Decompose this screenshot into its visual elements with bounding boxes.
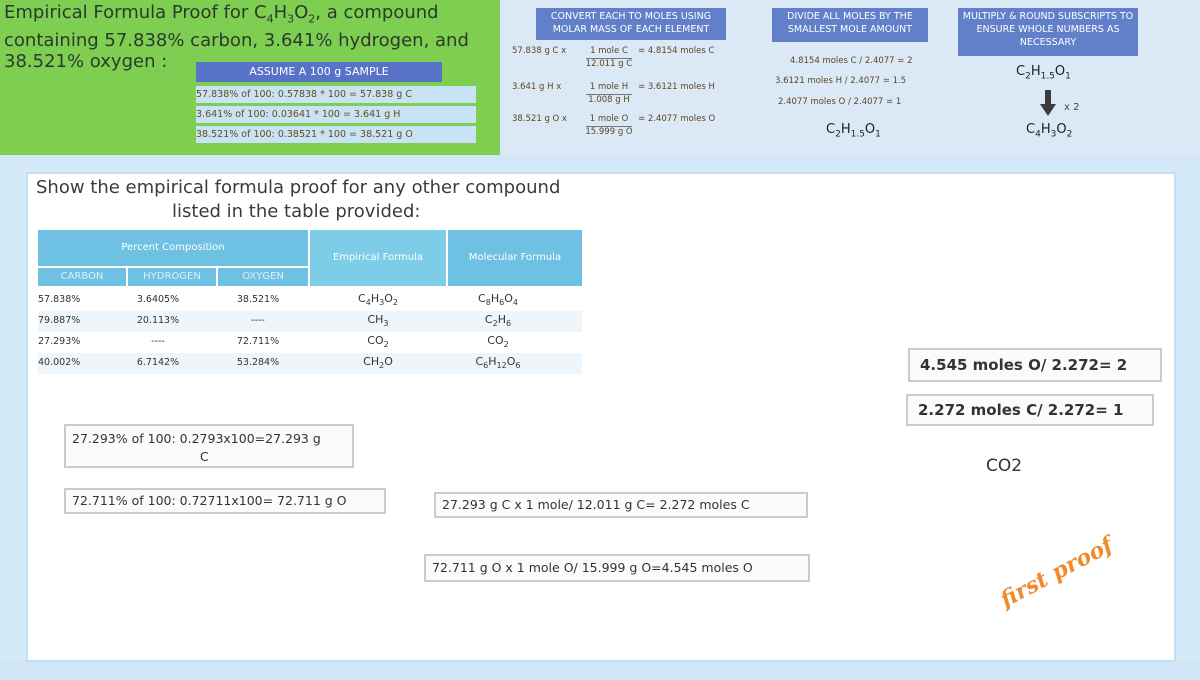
- cell-molecular: $C_2H_6$: [484, 313, 512, 329]
- step1-row-c-result: = 4.8154 moles C: [638, 46, 715, 56]
- cell-empirical: $CH_3$: [367, 313, 389, 329]
- step2-row-c: 4.8154 moles C / 2.4077 = 2: [790, 56, 913, 66]
- step1-label: CONVERT EACH TO MOLES USING MOLAR MASS OF EACH ELEMENT: [536, 8, 726, 40]
- step1-calculations: [510, 44, 750, 152]
- step1-row-h-den: 1.008 g H: [588, 95, 630, 105]
- down-arrow-icon: [1040, 90, 1056, 120]
- cell-oxygen: 72.711%: [236, 336, 280, 347]
- header-percent-composition: Percent Composition: [38, 230, 308, 266]
- table-row: [38, 311, 582, 332]
- instructions: [36, 176, 576, 224]
- carbon-ratio-box[interactable]: 2.272 moles C/ 2.272= 1: [906, 394, 1154, 426]
- step1-row-o-left: 38.521 g O x: [512, 114, 567, 124]
- cell-carbon: 79.887%: [38, 315, 81, 326]
- cell-carbon: 57.838%: [38, 294, 81, 305]
- oxygen-moles-box[interactable]: 72.711 g O x 1 mole O/ 15.999 g O=4.545 moles O: [424, 554, 810, 582]
- cell-hydrogen: 6.7142%: [136, 357, 180, 368]
- sample-row-carbon: 57.838% of 100: 0.57838 * 100 = 57.838 g C: [196, 86, 476, 103]
- instructions-line1: Show the empirical formula proof for any other compound: [36, 177, 561, 198]
- carbon-mass-box[interactable]: [64, 424, 354, 468]
- handwritten-signature: first proof: [996, 531, 1118, 613]
- step3-from-formula: $C_2H_{1.5}O_1$: [1016, 64, 1071, 82]
- step1-row-c-num: 1 mole C: [590, 46, 628, 56]
- header-carbon: CARBON: [38, 268, 126, 286]
- oxygen-ratio-box[interactable]: 4.545 moles O/ 2.272= 2: [908, 348, 1162, 382]
- step2-row-o: 2.4077 moles O / 2.4077 = 1: [778, 97, 902, 107]
- carbon-moles-box[interactable]: 27.293 g C x 1 mole/ 12.011 g C= 2.272 moles C: [434, 492, 808, 518]
- step3-result-formula: $C_4H_3O_2$: [1026, 122, 1073, 140]
- cell-carbon: 27.293%: [38, 336, 81, 347]
- header-hydrogen: HYDROGEN: [128, 268, 216, 286]
- table-row: [38, 332, 582, 353]
- cell-empirical: $C_4H_3O_2$: [358, 292, 398, 308]
- step1-row-c-den: 12.011 g C: [585, 59, 633, 69]
- cell-hydrogen: 3.6405%: [136, 294, 180, 305]
- step2-label: DIVIDE ALL MOLES BY THE SMALLEST MOLE AMOUNT: [772, 8, 928, 42]
- step1-row-c-left: 57.838 g C x: [512, 46, 567, 56]
- oxygen-mass-box[interactable]: 72.711% of 100: 0.72711x100= 72.711 g O: [64, 488, 386, 514]
- instructions-line2: listed in the table provided:: [172, 201, 421, 222]
- cell-molecular: $CO_2$: [487, 334, 509, 350]
- cell-carbon: 40.002%: [38, 357, 81, 368]
- cell-empirical: $CH_2O$: [363, 355, 393, 371]
- table-row: [38, 290, 582, 311]
- assume-sample-banner: ASSUME A 100 g SAMPLE: [196, 62, 442, 82]
- cell-empirical: $CO_2$: [367, 334, 389, 350]
- header-empirical-formula: Empirical Formula: [310, 230, 446, 286]
- step1-row-o-den: 15.999 g O: [585, 127, 633, 137]
- step1-row-h-num: 1 mole H: [589, 82, 629, 92]
- step3-label: MULTIPLY & ROUND SUBSCRIPTS TO ENSURE WHOLE NUMBERS AS NECESSARY: [958, 8, 1138, 56]
- step2-result-formula: $C_2H_{1.5}O_1$: [826, 122, 881, 140]
- carbon-mass-line1: 27.293% of 100: 0.2793x100=27.293 g: [72, 431, 321, 446]
- step3-multiplier: x 2: [1064, 102, 1080, 113]
- table-body: [38, 290, 582, 380]
- cell-molecular: $C_8H_6O_4$: [478, 292, 518, 308]
- header-oxygen: OXYGEN: [218, 268, 308, 286]
- sample-row-oxygen: 38.521% of 100: 0.38521 * 100 = 38.521 g O: [196, 126, 476, 143]
- step1-row-o-result: = 2.4077 moles O: [638, 114, 716, 124]
- carbon-mass-line2: C: [200, 449, 209, 464]
- sample-row-hydrogen: 3.641% of 100: 0.03641 * 100 = 3.641 g H: [196, 106, 476, 123]
- bottom-bar: [0, 662, 1200, 680]
- answer-formula: CO2: [986, 456, 1023, 476]
- table-row: [38, 353, 582, 374]
- step2-row-h: 3.6121 moles H / 2.4077 = 1.5: [775, 76, 907, 86]
- header-molecular-formula: Molecular Formula: [448, 230, 582, 286]
- cell-oxygen: 38.521%: [236, 294, 280, 305]
- step1-row-o-num: 1 mole O: [589, 114, 629, 124]
- cell-oxygen: ----: [251, 315, 265, 326]
- cell-molecular: $C_6H_{12}O_6$: [475, 355, 521, 371]
- example-title: Empirical Formula Proof for $C_4H_3O_2$, a compound containing 57.838% carbon, 3.641% hydrogen, and 38.521% oxygen :: [4, 2, 469, 72]
- cell-hydrogen: ----: [151, 336, 165, 347]
- step1-row-h-result: = 3.6121 moles H: [638, 82, 715, 92]
- cell-oxygen: 53.284%: [236, 357, 280, 368]
- step1-row-h-left: 3.641 g H x: [512, 82, 562, 92]
- cell-hydrogen: 20.113%: [136, 315, 180, 326]
